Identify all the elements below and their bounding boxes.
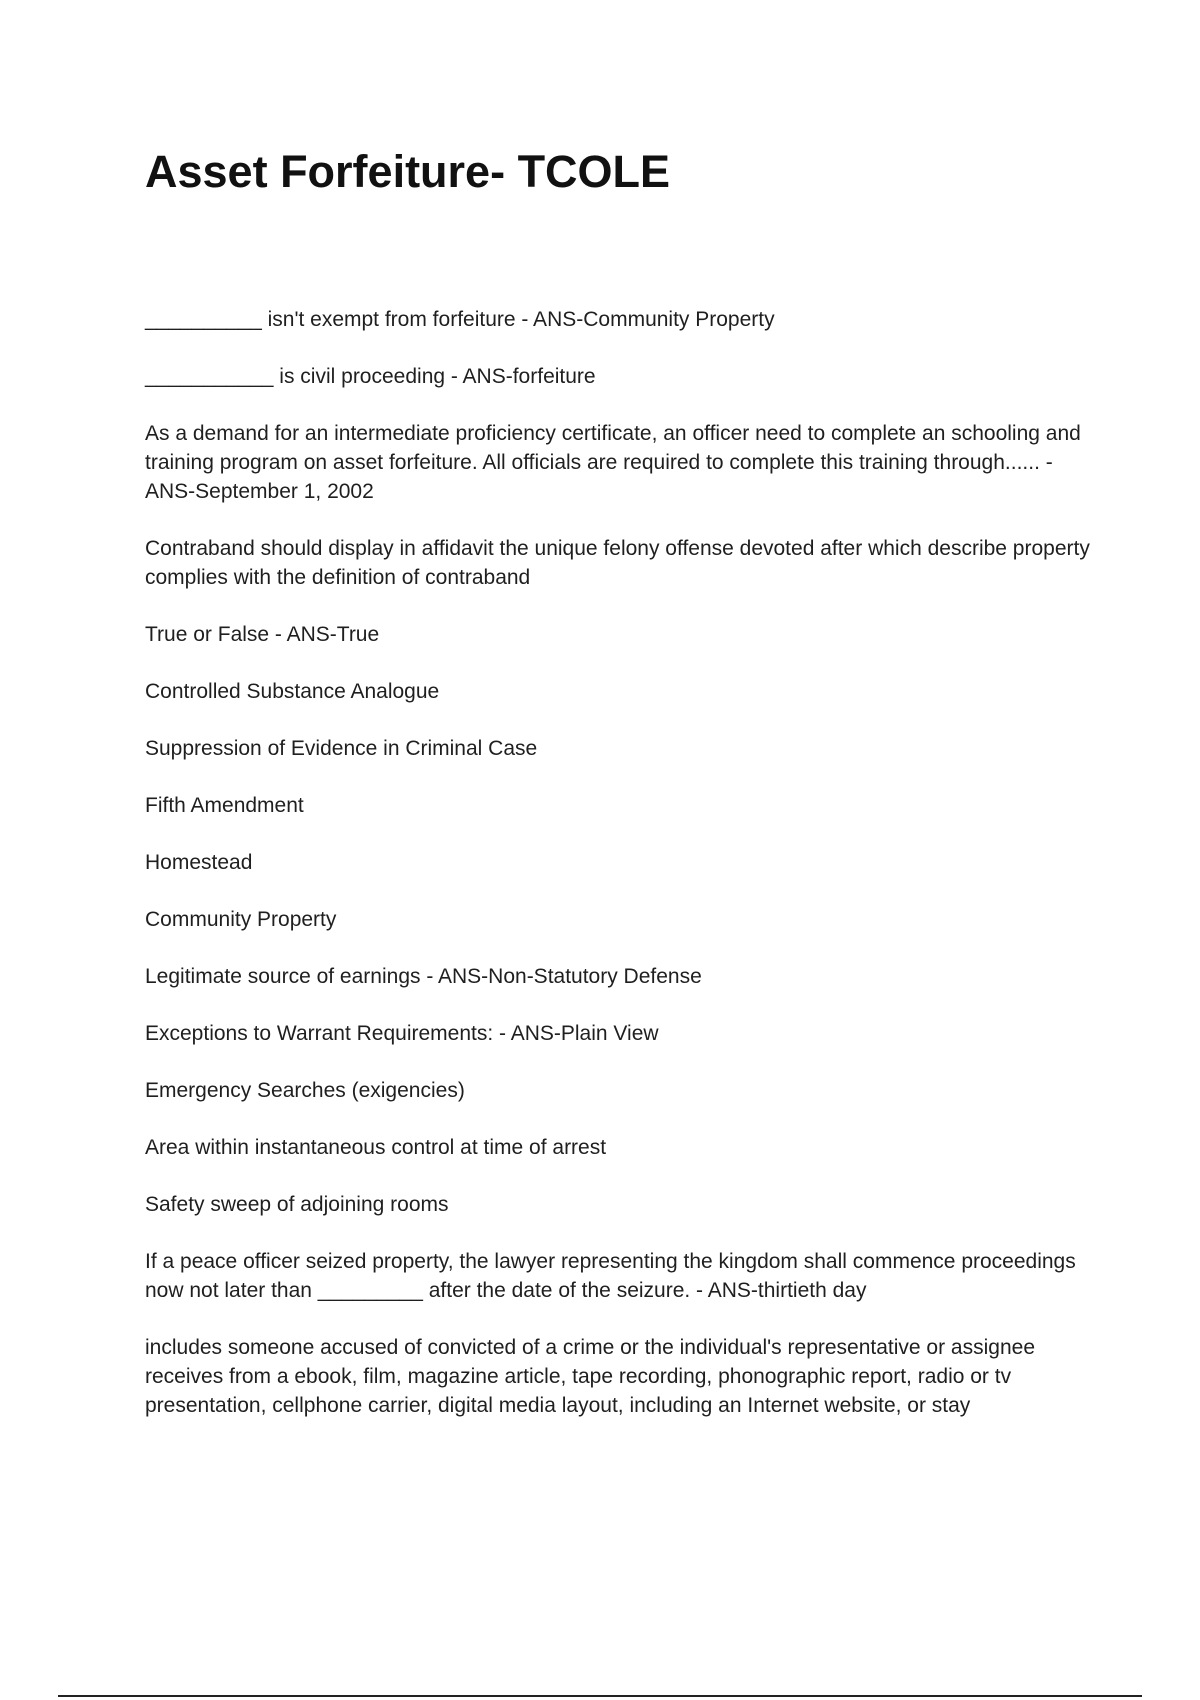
paragraph: As a demand for an intermediate proficiency certificate, an officer need to complete an schooling and training program on asset forfeiture. All officials are required to complete this training through...... - ANS-September 1, 2002 (145, 422, 1081, 503)
paragraph: Emergency Searches (exigencies) (145, 1079, 465, 1102)
paragraph: Controlled Substance Analogue (145, 680, 440, 703)
footer-divider (58, 1695, 1142, 1697)
paragraph: ___________ is civil proceeding - ANS-forfeiture (145, 365, 596, 388)
paragraph: includes someone accused of convicted of a crime or the individual's representative or assignee receives from a ebook, film, magazine article, tape recording, phonographic report, radio or tv presentation, cellphone carrier, digital media layout, including an Internet website, or stay (145, 1336, 1035, 1417)
paragraph: Legitimate source of earnings - ANS-Non-Statutory Defense (145, 965, 702, 988)
paragraph: Suppression of Evidence in Criminal Case (145, 737, 538, 760)
paragraph: If a peace officer seized property, the lawyer representing the kingdom shall commence proceedings now not later than _________ after the date of the seizure. - ANS-thirtieth day (145, 1250, 1076, 1302)
paragraph: Community Property (145, 908, 337, 931)
paragraph: Exceptions to Warrant Requirements: - ANS-Plain View (145, 1022, 659, 1045)
paragraph: Area within instantaneous control at time of arrest (145, 1136, 607, 1159)
paragraph: True or False - ANS-True (145, 623, 380, 646)
paragraph: Homestead (145, 851, 253, 874)
paragraph: Safety sweep of adjoining rooms (145, 1193, 449, 1216)
paragraph: Contraband should display in affidavit the unique felony offense devoted after which describe property complies with the definition of contraband (145, 537, 1090, 589)
paragraph: Fifth Amendment (145, 794, 304, 817)
paragraph: __________ isn't exempt from forfeiture - ANS-Community Property (145, 308, 775, 331)
document-body (145, 305, 1095, 1448)
document-title: Asset Forfeiture- TCOLE (145, 146, 671, 197)
